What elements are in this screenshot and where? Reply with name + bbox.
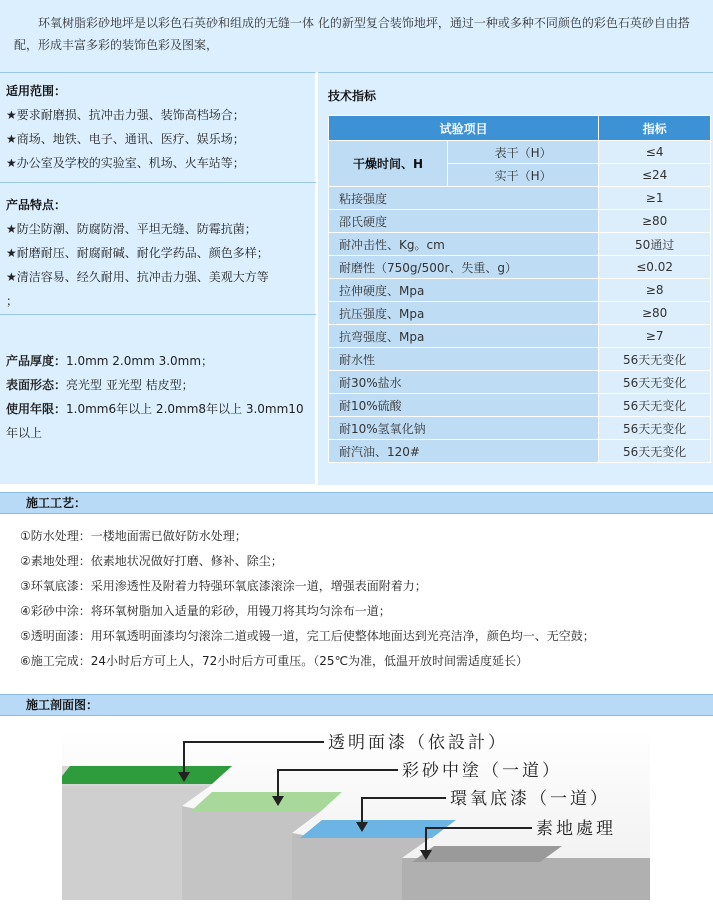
specs-section bbox=[0, 315, 316, 485]
table-row bbox=[329, 394, 711, 417]
table-row bbox=[329, 417, 711, 440]
layer-label-2: 彩砂中塗（一道） bbox=[402, 761, 562, 781]
tech-value-cell: ≤0.02 bbox=[599, 256, 711, 279]
tech-item-cell: 耐10%氢氧化钠 bbox=[329, 417, 599, 440]
tech-item-cell: 耐水性 bbox=[329, 348, 599, 371]
tech-col-value: 指标 bbox=[599, 116, 711, 141]
tech-value-cell: 56天无变化 bbox=[599, 440, 711, 463]
tech-item-cell: 耐30%盐水 bbox=[329, 371, 599, 394]
tech-item-cell: 邵氏硬度 bbox=[329, 210, 599, 233]
tech-value-cell: ≥80 bbox=[599, 210, 711, 233]
features-item: ★防尘防潮、防腐防滑、平坦无缝、防霉抗菌； bbox=[6, 222, 257, 236]
tech-title: 技术指标 bbox=[328, 89, 377, 103]
thickness-value: 1.0mm 2.0mm 3.0mm； bbox=[66, 354, 214, 368]
table-row bbox=[329, 141, 711, 164]
tech-value-cell: ≥8 bbox=[599, 279, 711, 302]
tech-value-cell: ≥1 bbox=[599, 187, 711, 210]
process-step: ⑤透明面漆：用环氧透明面漆均匀滚涂二道或镘一道，完工后使整体地面达到光亮洁净，颜色均一、无空鼓； bbox=[20, 629, 595, 643]
thickness-label: 产品厚度： bbox=[6, 354, 67, 368]
life-value: 1.0mm6年以上 2.0mm8年以上 3.0mm10 bbox=[66, 402, 304, 416]
life-label: 使用年限： bbox=[6, 402, 67, 416]
tech-value-cell: 56天无变化 bbox=[599, 394, 711, 417]
tech-item-cell: 粘接强度 bbox=[329, 187, 599, 210]
dry-sub-value: ≤24 bbox=[599, 164, 711, 187]
tech-item-cell: 拉伸硬度、Mpa bbox=[329, 279, 599, 302]
tech-value-cell: ≥7 bbox=[599, 325, 711, 348]
dry-time-label: 干燥时间、H bbox=[329, 141, 448, 187]
table-row bbox=[329, 210, 711, 233]
features-title: 产品特点： bbox=[6, 198, 67, 212]
table-row bbox=[329, 348, 711, 371]
surface-label: 表面形态： bbox=[6, 378, 67, 392]
dry-sub-label: 实干（H） bbox=[448, 164, 599, 187]
table-row bbox=[329, 233, 711, 256]
table-row bbox=[329, 256, 711, 279]
process-step: ③环氧底漆：采用渗透性及附着力特强环氧底漆滚涂一道，增强表面附着力； bbox=[20, 579, 427, 593]
tech-col-item: 试验项目 bbox=[329, 116, 599, 141]
layer-label-4: 素地處理 bbox=[536, 819, 616, 839]
table-row bbox=[329, 187, 711, 210]
step-4-face bbox=[402, 858, 650, 900]
tech-item-cell: 耐磨性（750g/500r、失重、g） bbox=[329, 256, 599, 279]
tech-item-cell: 抗弯强度、Mpa bbox=[329, 325, 599, 348]
layer-gray bbox=[412, 846, 562, 862]
dry-sub-label: 表干（H） bbox=[448, 141, 599, 164]
table-row bbox=[329, 302, 711, 325]
table-row bbox=[329, 325, 711, 348]
tech-header-row bbox=[329, 116, 711, 141]
dry-sub-value: ≤4 bbox=[599, 141, 711, 164]
tech-item-cell: 耐汽油、120# bbox=[329, 440, 599, 463]
table-row bbox=[329, 440, 711, 463]
tech-panel bbox=[318, 72, 713, 485]
layer-label-1: 透明面漆（依設計） bbox=[328, 733, 508, 753]
applicable-item: ★商场、地铁、电子、通讯、医疗、娱乐场； bbox=[6, 132, 245, 146]
tech-item-cell: 耐冲击性、Kg。cm bbox=[329, 233, 599, 256]
tech-value-cell: ≥80 bbox=[599, 302, 711, 325]
process-step: ⑥施工完成：24小时后方可上人，72小时后方可重压。（25℃为准，低温开放时间需适度延长） bbox=[20, 654, 529, 668]
layer-light-green bbox=[190, 792, 342, 812]
left-panel bbox=[0, 72, 316, 484]
features-item: ★清洁容易、经久耐用、抗冲击力强、美观大方等 bbox=[6, 270, 269, 284]
tech-value-cell: 50通过 bbox=[599, 233, 711, 256]
applicable-item: ★要求耐磨损、抗冲击力强、装饰高档场合； bbox=[6, 108, 245, 122]
section-diagram bbox=[62, 728, 650, 900]
process-header: 施工工艺： bbox=[0, 492, 713, 514]
applicable-title: 适用范围： bbox=[6, 84, 67, 98]
applicable-item: ★办公室及学校的实验室、机场、火车站等； bbox=[6, 156, 245, 170]
table-row bbox=[329, 279, 711, 302]
tech-item-cell: 抗压强度、Mpa bbox=[329, 302, 599, 325]
tech-value-cell: 56天无变化 bbox=[599, 417, 711, 440]
features-item: ★耐磨耐压、耐腐耐碱、耐化学药品、颜色多样； bbox=[6, 246, 269, 260]
layer-green bbox=[62, 766, 232, 784]
life-value-cont: 年以上 bbox=[6, 426, 43, 440]
tech-value-cell: 56天无变化 bbox=[599, 371, 711, 394]
layer-label-3: 環氧底漆（一道） bbox=[450, 789, 610, 809]
process-step: ①防水处理：一楼地面需已做好防水处理； bbox=[20, 529, 247, 543]
features-item: ； bbox=[6, 294, 19, 308]
features-section bbox=[0, 183, 316, 315]
tech-value-cell: 56天无变化 bbox=[599, 348, 711, 371]
process-steps bbox=[20, 524, 710, 674]
tech-item-cell: 耐10%硫酸 bbox=[329, 394, 599, 417]
intro-paragraph: 环氧树脂彩砂地坪是以彩色石英砂和组成的无缝一体 化的新型复合装饰地坪，通过一种或多种不同颜色的彩色石英砂自由搭配，形成丰富多彩的装饰色彩及图案， bbox=[0, 0, 713, 72]
process-step: ②素地处理：依素地状况做好打磨、修补、除尘； bbox=[20, 554, 283, 568]
tech-table bbox=[328, 115, 711, 463]
surface-value: 亮光型 亚光型 桔皮型； bbox=[66, 378, 194, 392]
process-step: ④彩砂中涂：将环氧树脂加入适量的彩砂，用镘刀将其均匀涂布一道； bbox=[20, 604, 391, 618]
table-row bbox=[329, 371, 711, 394]
section-header: 施工剖面图： bbox=[0, 694, 713, 716]
applicable-section bbox=[0, 73, 316, 183]
